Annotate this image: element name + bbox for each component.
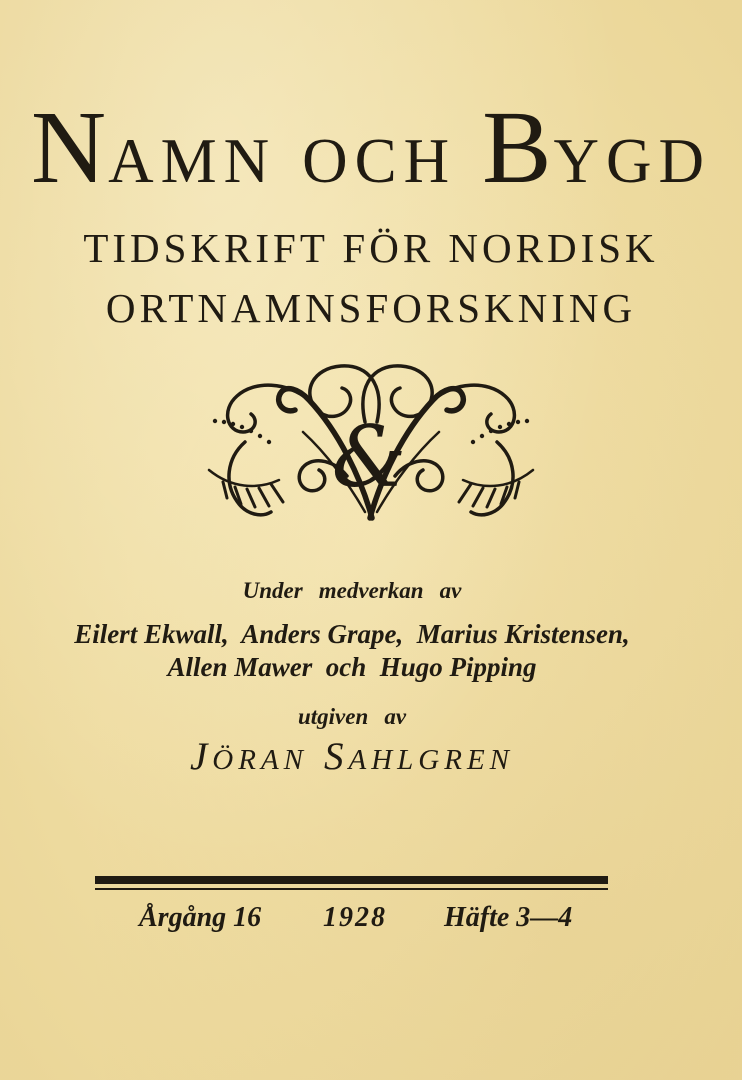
rule-thin [95,888,608,890]
monogram-icon [179,358,563,530]
imprint-line [95,901,608,941]
editor-first-rest: ÖRAN [212,744,309,776]
title-word3-rest: YGD [553,126,711,196]
editor-name [0,737,704,776]
page-title [0,90,742,205]
contributors-line-1: Eilert Ekwall, Anders Grape, Marius Kristensen, [74,619,630,649]
subtitle-line-1: TIDSKRIFT FÖR NORDISK [83,225,659,271]
imprint-issue: Häfte 3—4 [444,902,573,933]
title-word2: OCH [302,126,457,196]
title-word1-rest: AMN [108,126,277,196]
editor-first-initial: J [189,735,213,778]
imprint-volume: Årgång 16 [139,902,262,933]
footer-double-rule [95,876,608,890]
monogram-ampersand: & [331,408,407,506]
contributors-intro: Under medverkan av [242,578,462,603]
subtitle-line-2: ORTNAMNSFORSKNING [105,285,637,331]
title-word1-initial: N [30,90,109,205]
monogram-emblem [0,358,742,530]
editor-intro: utgiven av [297,704,407,729]
editor-last-rest: AHLGREN [348,744,515,776]
imprint-year: 1928 [323,902,387,933]
rule-thick [95,876,608,884]
title-word3-initial: B [482,90,554,205]
contributors-list [0,618,704,684]
contributors-line-2: Allen Mawer och Hugo Pipping [167,652,537,682]
editor-last-initial: S [324,735,349,778]
